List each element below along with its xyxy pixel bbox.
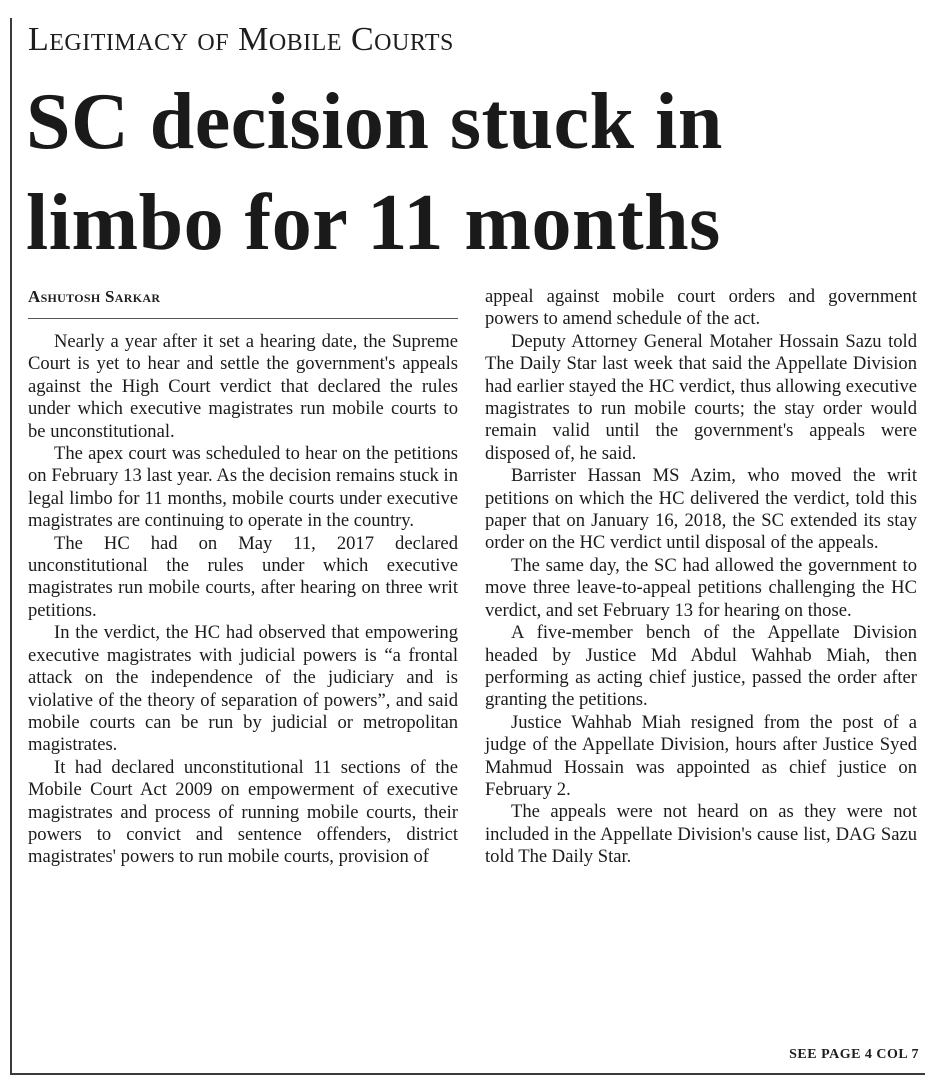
paragraph: In the verdict, the HC had observed that empowering executive magistrates with judicial powers is “a frontal attack on the independence of the judiciary and is violative of the theory of separation of powers”, and said mobile courts can be run by judicial or metropolitan magistrates. [28, 622, 458, 756]
byline: Ashutosh Sarkar [28, 287, 161, 306]
paragraph: Nearly a year after it set a hearing date, the Supreme Court is yet to hear and settle the government's appeals against the High Court verdict that declared the rules under which executive magistrates run mobile courts to be unconstitutional. [28, 331, 458, 442]
paragraph: Barrister Hassan MS Azim, who moved the writ petitions on which the HC delivered the verdict, told this paper that on January 16, 2018, the SC extended its stay order on the HC verdict until disposal of the appeals. [485, 465, 917, 554]
left-column-rule [10, 18, 12, 1073]
kicker: Legitimacy of Mobile Courts [28, 21, 454, 58]
headline [26, 72, 926, 274]
column-1 [28, 331, 458, 869]
paragraph: The same day, the SC had allowed the government to move three leave-to-appeal petitions challenging the HC verdict, and set February 13 for hearing on those. [485, 554, 917, 621]
headline-line-2: limbo for 11 months [26, 179, 721, 267]
headline-line-1: SC decision stuck in [26, 78, 723, 166]
byline-rule [28, 318, 458, 319]
paragraph: It had declared unconstitutional 11 sections of the Mobile Court Act 2009 on empowerment of executive magistrates and process of running mobile courts, their powers to convict and sentence offenders, district magistrates' powers to run mobile courts, provision of [28, 756, 458, 868]
jump-line: SEE PAGE 4 COL 7 [789, 1047, 919, 1062]
paragraph: The apex court was scheduled to hear on the petitions on February 13 last year. As the decision remains stuck in legal limbo for 11 months, mobile courts under executive magistrates are continuing to operate in the country. [28, 443, 458, 532]
paragraph: Justice Wahhab Miah resigned from the post of a judge of the Appellate Division, hours after Justice Syed Mahmud Hossain was appointed as chief justice on February 2. [485, 711, 917, 800]
paragraph-continuation: appeal against mobile court orders and government powers to amend schedule of the act. [485, 286, 917, 330]
paragraph: The appeals were not heard on as they were not included in the Appellate Division's cause list, DAG Sazu told The Daily Star. [485, 801, 917, 868]
bottom-rule [10, 1073, 925, 1075]
column-2 [485, 286, 917, 869]
paragraph: The HC had on May 11, 2017 declared unconstitutional the rules under which executive magistrates run mobile courts, after hearing on three writ petitions. [28, 532, 458, 621]
paragraph: Deputy Attorney General Motaher Hossain Sazu told The Daily Star last week that said the Appellate Division had earlier stayed the HC verdict, thus allowing executive magistrates to run mobile courts; the stay order would remain valid until the government's appeals were disposed of, he said. [485, 330, 917, 464]
paragraph: A five-member bench of the Appellate Division headed by Justice Md Abdul Wahhab Miah, then performing as acting chief justice, passed the order after granting the petitions. [485, 622, 917, 711]
